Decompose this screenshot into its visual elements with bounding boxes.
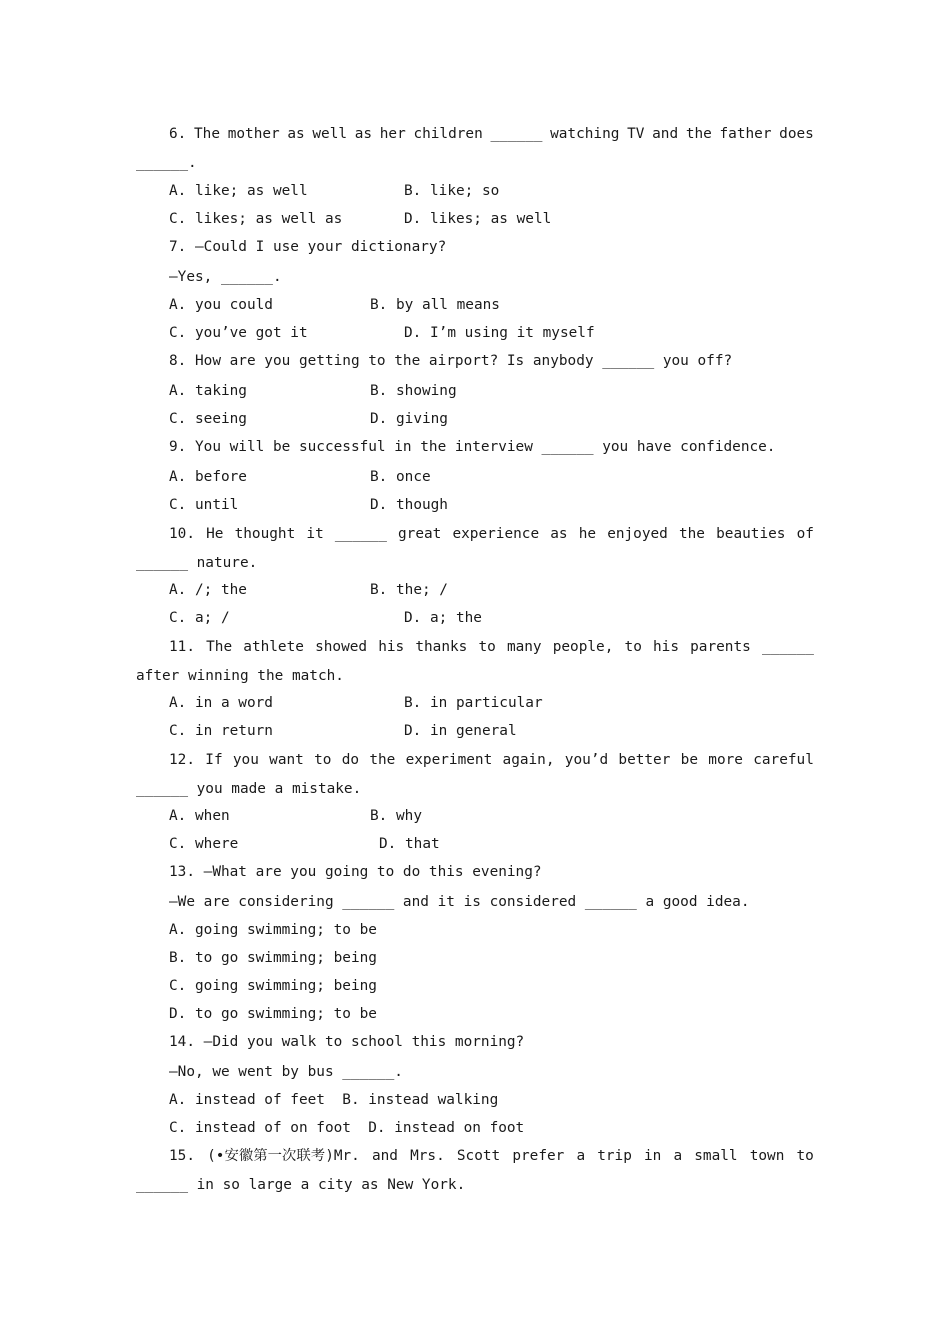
stem-word: father: [719, 126, 772, 142]
stem-word: great: [398, 526, 442, 542]
question-8-stem: 8. How are you getting to the airport? Is anybody ______ you off?: [169, 353, 733, 369]
question-13-option-d: D. to go swimming; to be: [169, 1006, 377, 1022]
stem-word: 15.: [169, 1148, 195, 1164]
stem-word: the: [369, 752, 396, 768]
stem-word: in: [644, 1148, 662, 1164]
question-14-options-cd: C. instead of on foot D. instead on foot: [169, 1120, 525, 1136]
stem-word: as: [354, 126, 373, 142]
question-9-option-d: D. though: [370, 497, 448, 513]
question-10-stem: [169, 524, 814, 544]
stem-word: beauties: [716, 526, 786, 542]
question-6-option-a: A. like; as well: [169, 183, 308, 199]
stem-word: the: [685, 126, 712, 142]
stem-word: want: [269, 752, 304, 768]
stem-word: of: [796, 526, 814, 542]
stem-word: If: [205, 752, 223, 768]
stem-word: does: [779, 126, 814, 142]
question-13-option-a: A. going swimming; to be: [169, 922, 377, 938]
stem-word: children: [413, 126, 483, 142]
stem-word: parents: [690, 639, 751, 655]
question-11-stem-continued: after winning the match.: [136, 668, 344, 684]
stem-word: to: [478, 639, 496, 655]
stem-word: Mrs.: [410, 1148, 445, 1164]
stem-word: more: [708, 752, 743, 768]
question-8-option-a: A. taking: [169, 383, 247, 399]
stem-word: a: [673, 1148, 683, 1164]
question-15-stem-continued: ______ in so large a city as New York.: [136, 1177, 466, 1193]
question-14-reply: —No, we went by bus ______.: [169, 1064, 403, 1080]
stem-word: and: [652, 126, 679, 142]
question-12-option-b: B. why: [370, 808, 422, 824]
stem-word: The: [194, 126, 221, 142]
stem-word: to: [796, 1148, 814, 1164]
stem-word: many: [506, 639, 542, 655]
question-7-option-b: B. by all means: [370, 297, 500, 313]
stem-word: athlete: [243, 639, 304, 655]
question-13-stem: 13. —What are you going to do this evening?: [169, 864, 542, 880]
question-13-option-c: C. going swimming; being: [169, 978, 377, 994]
stem-word: people,: [552, 639, 614, 655]
stem-word: watching: [550, 126, 620, 142]
stem-word: ______: [761, 639, 814, 655]
stem-word: it: [306, 526, 324, 542]
question-12-stem: [169, 750, 814, 770]
question-11-option-c: C. in return: [169, 723, 273, 739]
stem-word: 11.: [169, 639, 195, 655]
question-10-option-c: C. a; /: [169, 610, 230, 626]
question-8-option-b: B. showing: [370, 383, 457, 399]
stem-word: a: [576, 1148, 586, 1164]
stem-word: 12.: [169, 752, 195, 768]
question-14-options-ab: A. instead of feet B. instead walking: [169, 1092, 499, 1108]
question-6-option-c: C. likes; as well as: [169, 211, 343, 227]
stem-word: be: [680, 752, 698, 768]
stem-word: his: [653, 639, 679, 655]
stem-word: enjoyed: [607, 526, 668, 542]
stem-word: experiment: [405, 752, 493, 768]
stem-word: prefer: [512, 1148, 565, 1164]
question-8-option-c: C. seeing: [169, 411, 247, 427]
question-6-option-b: B. like; so: [404, 183, 500, 199]
stem-word: as: [287, 126, 305, 142]
stem-word: her: [379, 126, 406, 142]
stem-word: to: [624, 639, 642, 655]
stem-word: he: [578, 526, 597, 542]
stem-word: you’d: [564, 752, 609, 768]
question-11-stem: [169, 637, 814, 657]
stem-word: again,: [502, 752, 555, 768]
stem-word: showed: [315, 639, 368, 655]
stem-word: and: [371, 1148, 398, 1164]
stem-word: careful: [753, 752, 814, 768]
question-7-option-c: C. you’ve got it: [169, 325, 308, 341]
question-9-option-c: C. until: [169, 497, 239, 513]
question-6-stem-continued: ______.: [136, 155, 197, 171]
question-9-stem: 9. You will be successful in the interview ______ you have confidence.: [169, 439, 776, 455]
question-9-option-b: B. once: [370, 469, 431, 485]
stem-word: to: [314, 752, 332, 768]
question-13-option-b: B. to go swimming; being: [169, 950, 377, 966]
stem-word: mother: [227, 126, 280, 142]
question-12-option-a: A. when: [169, 808, 230, 824]
stem-word: better: [618, 752, 671, 768]
question-10-option-b: B. the; /: [370, 582, 448, 598]
stem-word: experience: [452, 526, 540, 542]
stem-word: town: [749, 1148, 785, 1164]
question-12-option-d: D. that: [379, 836, 440, 852]
stem-word: ______: [490, 126, 543, 142]
question-10-option-a: A. /; the: [169, 582, 247, 598]
stem-word: do: [341, 752, 360, 768]
question-6-option-d: D. likes; as well: [404, 211, 552, 227]
question-7-stem: 7. —Could I use your dictionary?: [169, 239, 447, 255]
question-12-option-c: C. where: [169, 836, 239, 852]
question-11-option-a: A. in a word: [169, 695, 273, 711]
stem-word: trip: [597, 1148, 632, 1164]
question-15-stem: [169, 1146, 814, 1166]
question-12-stem-continued: ______ you made a mistake.: [136, 781, 362, 797]
stem-word: Scott: [456, 1148, 501, 1164]
question-13-reply: —We are considering ______ and it is considered ______ a good idea.: [169, 894, 750, 910]
stem-word: He: [206, 526, 224, 542]
stem-word: you: [232, 752, 259, 768]
stem-word: the: [678, 526, 705, 542]
stem-word: thanks: [415, 639, 468, 655]
question-14-stem: 14. —Did you walk to school this morning?: [169, 1034, 525, 1050]
question-7-reply: —Yes, ______.: [169, 269, 282, 285]
question-10-option-d: D. a; the: [404, 610, 482, 626]
question-9-option-a: A. before: [169, 469, 247, 485]
question-11-option-b: B. in particular: [404, 695, 543, 711]
question-6-stem: [169, 124, 814, 144]
stem-word: 10.: [169, 526, 195, 542]
question-8-option-d: D. giving: [370, 411, 448, 427]
stem-word: thought: [234, 526, 296, 542]
stem-word: his: [378, 639, 405, 655]
stem-word: ______: [334, 526, 387, 542]
stem-word: (•安徽第一次联考)Mr.: [207, 1148, 360, 1164]
stem-word: TV: [627, 126, 645, 142]
question-7-option-d: D. I’m using it myself: [404, 325, 595, 341]
question-7-option-a: A. you could: [169, 297, 273, 313]
stem-word: as: [550, 526, 568, 542]
stem-word: 6.: [169, 126, 187, 142]
stem-word: small: [694, 1148, 738, 1164]
stem-word: well: [312, 126, 348, 142]
stem-word: The: [206, 639, 233, 655]
question-10-stem-continued: ______ nature.: [136, 555, 258, 571]
question-11-option-d: D. in general: [404, 723, 517, 739]
